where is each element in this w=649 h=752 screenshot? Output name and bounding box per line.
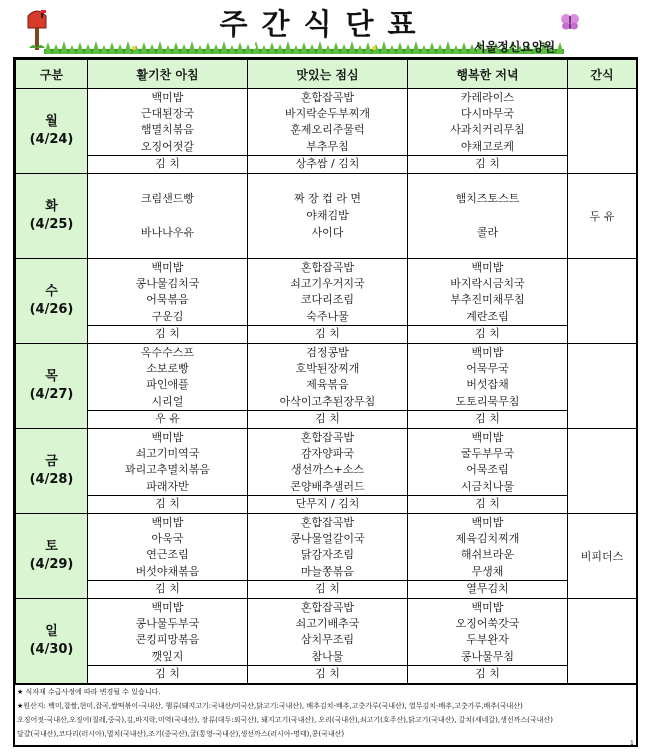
snack-cell: 두 유 (568, 174, 637, 259)
breakfast-item (88, 175, 247, 191)
dinner-cell (408, 599, 568, 684)
lunch-item: 쇠고기우거지국 (290, 277, 365, 291)
breakfast-item: 시리얼 (151, 394, 184, 408)
dinner-item: 콩나물무침 (460, 649, 515, 663)
dinner-cell (408, 174, 568, 259)
dinner-item (408, 208, 567, 224)
lunch-item: 콩나물얼갈이국 (290, 532, 365, 546)
day-name: 목 (45, 369, 58, 384)
snack-cell (568, 89, 637, 174)
breakfast-item: 콩나물김치국 (135, 277, 200, 291)
day-date: (4/30) (29, 642, 74, 657)
dinner-item: 사과치커리무침 (450, 123, 525, 137)
lunch-item: 참나물 (311, 649, 344, 663)
snack-cell: 비피더스 (568, 514, 637, 599)
dinner-item: 백미밥 (471, 430, 504, 444)
breakfast-cell (88, 174, 248, 259)
note-line: 달걀(국내산),코다리(러시아),멸치(국내산),조기(중국산),굴(통영-국내산),생선까스(러시아-명태),콩(국내산) (17, 730, 345, 738)
dinner-item: 버섯잡채 (466, 378, 509, 392)
breakfast-item: 백미밥 (151, 515, 184, 529)
day-row (16, 599, 637, 684)
lunch-cell (248, 344, 408, 429)
dinner-item: 햄치즈토스트 (455, 192, 520, 206)
breakfast-item: 버섯야채볶음 (135, 564, 200, 578)
dinner-item: 백미밥 (471, 260, 504, 274)
breakfast-cell (88, 599, 248, 684)
lunch-item: 생선까스+소스 (291, 463, 364, 477)
breakfast-cell (88, 259, 248, 344)
column-header-dinner: 행복한 저녁 (408, 60, 568, 89)
lunch-item: 혼합잡곡밥 (300, 260, 355, 274)
breakfast-cell (88, 429, 248, 514)
lunch-item: 콘양배추샐러드 (290, 479, 365, 493)
dinner-item (408, 175, 567, 191)
day-name: 수 (45, 284, 58, 299)
dinner-item: 계란조림 (466, 309, 509, 323)
lunch-item (248, 241, 407, 257)
menu-table (15, 59, 637, 684)
lunch-item: 김 치 (248, 580, 407, 597)
breakfast-item: 근대된장국 (140, 107, 195, 121)
breakfast-item (88, 208, 247, 224)
breakfast-item: 깻잎지 (151, 649, 184, 663)
breakfast-item: 백미밥 (151, 90, 184, 104)
lunch-item: 호박된장찌개 (295, 362, 360, 376)
lunch-item: 상추쌈 / 김치 (248, 155, 407, 172)
lunch-item: 혼합잡곡밥 (300, 430, 355, 444)
dinner-item: 백미밥 (471, 515, 504, 529)
breakfast-item: 콘킹피망볶음 (135, 633, 200, 647)
dinner-item: 도토리묵무침 (455, 394, 520, 408)
dinner-item: 어묵무국 (466, 362, 509, 376)
dinner-cell (408, 89, 568, 174)
dinner-cell (408, 259, 568, 344)
lunch-item: 닭감자조림 (300, 548, 355, 562)
day-name: 금 (45, 454, 58, 469)
dinner-cell (408, 429, 568, 514)
breakfast-item: 파인애플 (146, 378, 189, 392)
lunch-item: 혼합잡곡밥 (300, 600, 355, 614)
breakfast-item: 옥수수스프 (140, 345, 195, 359)
snack-cell (568, 259, 637, 344)
lunch-cell (248, 599, 408, 684)
lunch-item: 검정콩밥 (306, 345, 349, 359)
lunch-item: 제육볶음 (306, 378, 349, 392)
dinner-item: 부추진미채무침 (450, 293, 525, 307)
breakfast-cell (88, 344, 248, 429)
lunch-cell (248, 89, 408, 174)
lunch-item: 사이다 (311, 225, 344, 239)
breakfast-item: 햄멸치볶음 (140, 123, 195, 137)
breakfast-item: 크림샌드빵 (140, 192, 195, 206)
breakfast-item: 콩나물두부국 (135, 617, 200, 631)
lunch-item: 단무지 / 김치 (248, 495, 407, 512)
lunch-item: 김 치 (248, 325, 407, 342)
dinner-item: 김 치 (408, 665, 567, 682)
dinner-item: 김 치 (408, 155, 567, 172)
lunch-item: 혼합잡곡밥 (300, 90, 355, 104)
day-date: (4/25) (29, 217, 74, 232)
lunch-item: 짜 장 컵 라 면 (293, 192, 362, 206)
lunch-item: 바지락순두부찌개 (284, 107, 370, 121)
note-line: ★ 식자재 수급사정에 따라 변경될 수 있습니다. (17, 688, 161, 696)
day-cell (16, 429, 88, 514)
day-name: 토 (45, 539, 58, 554)
lunch-cell (248, 174, 408, 259)
lunch-item: 훈제오리주물럭 (290, 123, 365, 137)
dinner-item: 야채고로케 (460, 139, 515, 153)
breakfast-item: 소보로빵 (146, 362, 189, 376)
dinner-item: 해쉬브라운 (460, 548, 515, 562)
breakfast-item: 연근조림 (146, 548, 189, 562)
note-line: ★원산지: 백미,찹쌀,현미,잡곡,쌀떡볶이-국내산, 햄류(돼지고기:국내산/미국산,닭고기:국내산), 배추김치-배추,고춧가루(국내산), 열무김치-배추,고춧가루,배추(국내산) (17, 702, 523, 710)
dinner-item: 다시마무국 (460, 107, 515, 121)
day-cell (16, 174, 88, 259)
breakfast-item: 쇠고기미역국 (135, 447, 200, 461)
day-date: (4/29) (29, 557, 74, 572)
dinner-cell (408, 514, 568, 599)
lunch-item: 김 치 (248, 665, 407, 682)
day-date: (4/26) (29, 302, 74, 317)
breakfast-item: 꽈리고추멸치볶음 (124, 463, 210, 477)
lunch-item: 숙주나물 (306, 309, 349, 323)
snack-cell (568, 599, 637, 684)
day-row (16, 344, 637, 429)
dinner-item (408, 241, 567, 257)
breakfast-item: 김 치 (88, 325, 247, 342)
dinner-item: 시금치나물 (460, 479, 515, 493)
column-header-snack: 간식 (568, 60, 637, 89)
notes-section (15, 684, 636, 746)
breakfast-item: 김 치 (88, 580, 247, 597)
dinner-item: 백미밥 (471, 600, 504, 614)
day-name: 월 (45, 114, 58, 129)
dinner-item: 두부완자 (466, 633, 509, 647)
dinner-item: 굴두부무국 (460, 447, 515, 461)
day-name: 일 (45, 624, 58, 639)
day-cell (16, 259, 88, 344)
butterfly-icon (560, 12, 580, 32)
day-row (16, 514, 637, 599)
breakfast-item: 김 치 (88, 495, 247, 512)
column-header-day: 구분 (16, 60, 88, 89)
organization-name: 서울정신요양원 (474, 40, 556, 54)
breakfast-item: 바나나우유 (140, 225, 195, 239)
page-title: 주간식단표 (219, 7, 430, 41)
breakfast-item: 아욱국 (151, 532, 184, 546)
breakfast-cell (88, 89, 248, 174)
breakfast-item: 우 유 (88, 410, 247, 427)
breakfast-item: 백미밥 (151, 430, 184, 444)
column-header-breakfast: 활기찬 아침 (88, 60, 248, 89)
table-header-row (16, 60, 637, 89)
lunch-item: 부추무침 (306, 139, 349, 153)
dinner-item: 김 치 (408, 495, 567, 512)
dinner-item: 김 치 (408, 325, 567, 342)
dinner-item: 무생채 (471, 564, 504, 578)
day-date: (4/28) (29, 472, 74, 487)
lunch-item: 야채김밥 (306, 208, 349, 222)
page-header (0, 0, 649, 58)
breakfast-item: 백미밥 (151, 260, 184, 274)
lunch-item: 아삭이고추된장무침 (279, 394, 376, 408)
dinner-item: 바지락시금치국 (450, 277, 525, 291)
lunch-item: 코다리조림 (300, 293, 355, 307)
lunch-item: 감자양파국 (300, 447, 355, 461)
breakfast-item: 구운김 (151, 309, 184, 323)
day-date: (4/24) (29, 132, 74, 147)
lunch-item: 쇠고기배추국 (295, 617, 360, 631)
lunch-cell (248, 429, 408, 514)
day-row (16, 89, 637, 174)
note-line: 오징어젓-국내산,오징어(칠레,중국),김,바지락,미역(국내산), 장류(대두:외국산), 돼지고기(국내산), 오리(국내산),쇠고기(호주산),닭고기(국내산), 갈치(세네갈),생선까스(국내산) (17, 716, 553, 724)
snack-cell (568, 429, 637, 514)
lunch-item: 혼합잡곡밥 (300, 515, 355, 529)
dinner-item: 김 치 (408, 410, 567, 427)
lunch-item (248, 175, 407, 191)
column-header-lunch: 맛있는 점심 (248, 60, 408, 89)
breakfast-item: 김 치 (88, 665, 247, 682)
breakfast-item: 오징어젓갈 (140, 139, 195, 153)
breakfast-item: 김 치 (88, 155, 247, 172)
dinner-item: 콜라 (476, 225, 499, 239)
day-name: 화 (45, 199, 58, 214)
day-cell (16, 344, 88, 429)
day-row (16, 429, 637, 514)
lunch-item: 마늘쫑볶음 (300, 564, 355, 578)
lunch-item: 김 치 (248, 410, 407, 427)
breakfast-item: 파래자반 (146, 479, 189, 493)
dinner-item: 열무김치 (408, 580, 567, 597)
day-cell (16, 89, 88, 174)
breakfast-item: 백미밥 (151, 600, 184, 614)
menu-body (16, 89, 637, 684)
day-row (16, 174, 637, 259)
breakfast-item (88, 241, 247, 257)
dinner-item: 어묵조림 (466, 463, 509, 477)
lunch-item: 삼치무조림 (300, 633, 355, 647)
dinner-item: 백미밥 (471, 345, 504, 359)
dinner-cell (408, 344, 568, 429)
day-row (16, 259, 637, 344)
dinner-item: 제육김치찌개 (455, 532, 520, 546)
lunch-cell (248, 514, 408, 599)
breakfast-cell (88, 514, 248, 599)
snack-cell (568, 344, 637, 429)
day-cell (16, 514, 88, 599)
page-number: 1 (630, 740, 634, 747)
dinner-item: 카레라이스 (460, 90, 515, 104)
lunch-cell (248, 259, 408, 344)
breakfast-item: 어묵볶음 (146, 293, 189, 307)
day-cell (16, 599, 88, 684)
day-date: (4/27) (29, 387, 74, 402)
dinner-item: 오징어쑥갓국 (455, 617, 520, 631)
